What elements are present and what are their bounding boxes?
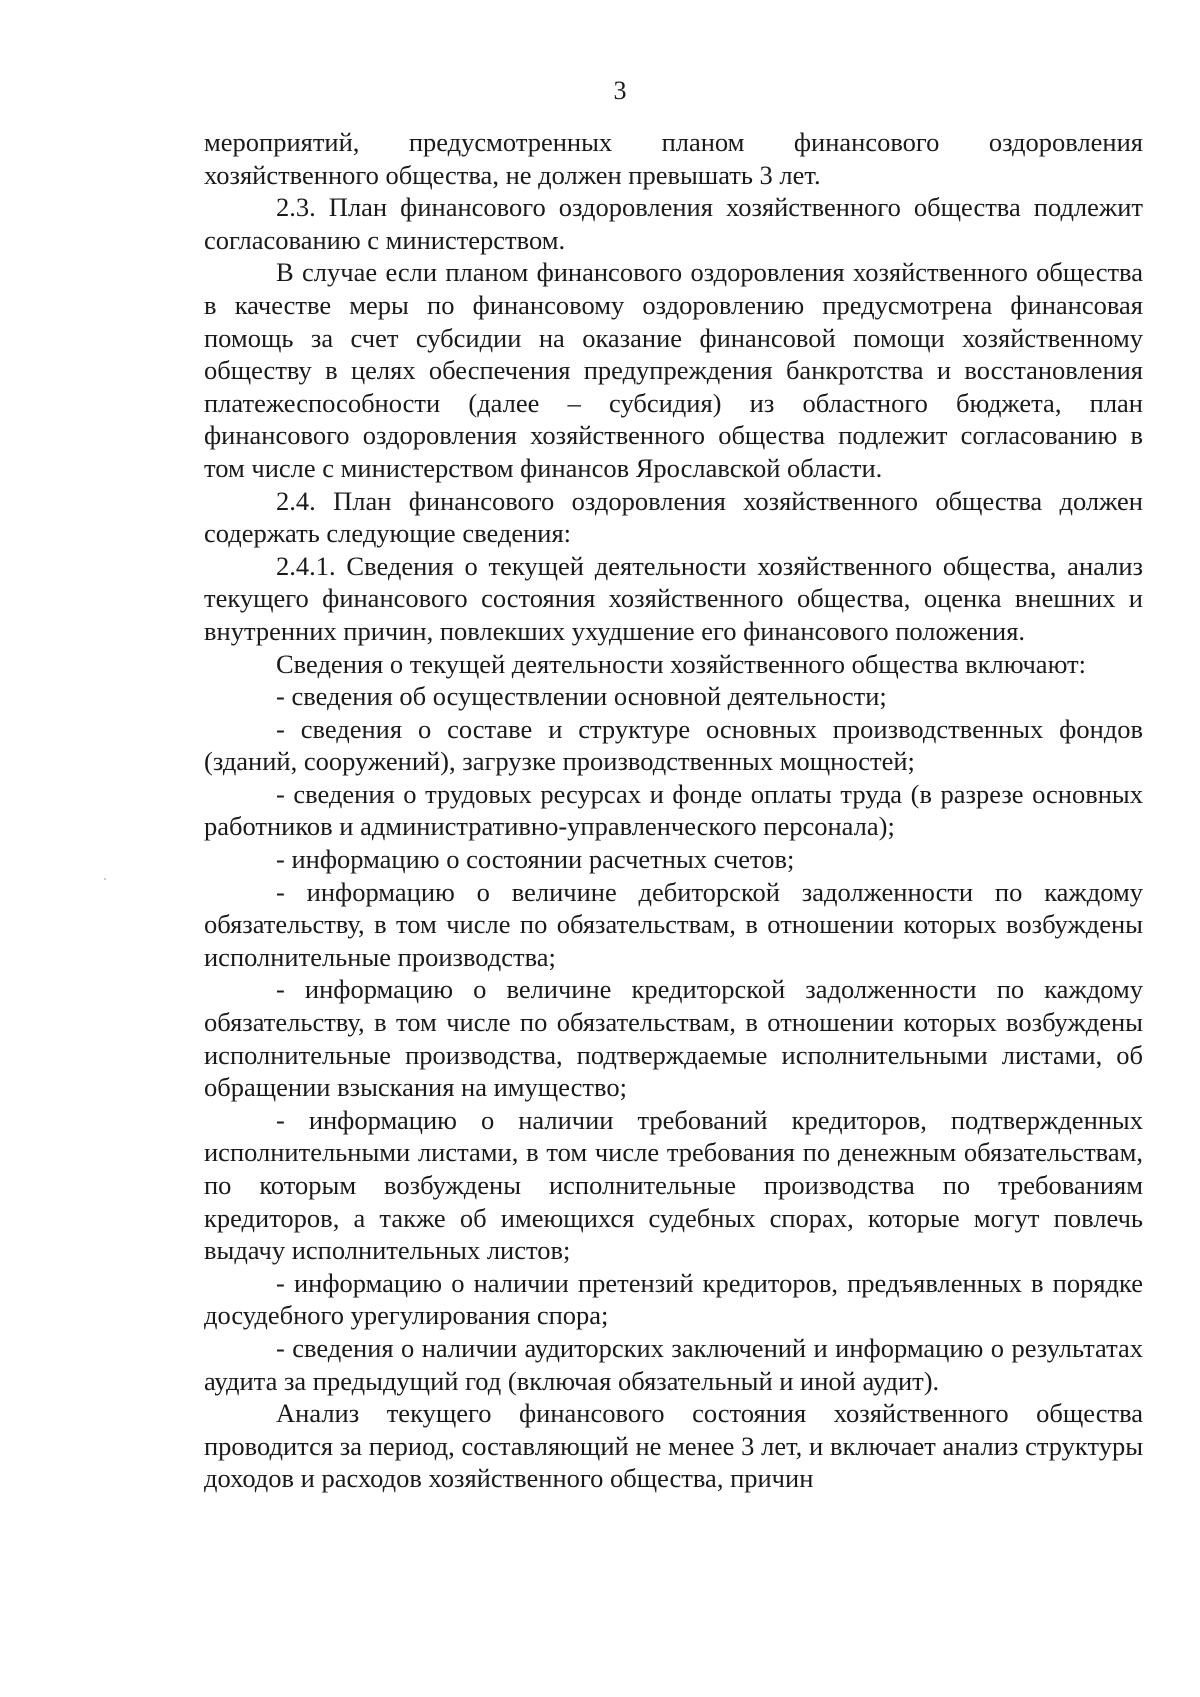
list-item-8: - информацию о наличии претензий кредиторов, предъявленных в порядке досудебного урегулирования спора; <box>204 1267 1143 1331</box>
list-item-9: - сведения о наличии аудиторских заключений и информацию о результатах аудита за предыдущий год (включая обязательный и иной аудит). <box>204 1332 1143 1396</box>
paragraph-3: В случае если планом финансового оздоровления хозяйственного общества в качестве меры по финансовому оздоровлению предусмотрена финансовая помощь за счет субсидии на оказание финансовой помощи хозяйственному обществу в целях обеспечения предупреждения банкротства и восстановления платежеспособности (далее – субсидия) из областного бюджета, план финансового оздоровления хозяйственного общества подлежит согласованию в том числе с министерством финансов Ярославской области. <box>204 257 1143 483</box>
paragraph-5: 2.4.1. Сведения о текущей деятельности хозяйственного общества, анализ текущего финансового состояния хозяйственного общества, оценка внешних и внутренних причин, повлекших ухудшение его финансового положения. <box>204 550 1143 646</box>
document-body <box>204 126 1143 1495</box>
list-item-4: - информацию о состоянии расчетных счетов; <box>276 844 795 875</box>
list-item-1: - сведения об осуществлении основной деятельности; <box>276 681 887 712</box>
list-item-2: - сведения о составе и структуре основных производственных фондов (зданий, сооружений), загрузке производственных мощностей; <box>204 713 1143 777</box>
list-item-6: - информацию о величине кредиторской задолженности по каждому обязательству, в том числе по обязательствам, в отношении которых возбуждены исполнительные производства, подтверждаемые исполнительными листами, об обращении взыскания на имущество; <box>204 974 1143 1103</box>
list-item-7: - информацию о наличии требований кредиторов, подтвержденных исполнительными листами, в том числе требования по денежным обязательствам, по которым возбуждены исполнительные производства по требованиям кредиторов, а также об имеющихся судебных спорах, которые могут повлечь выдачу исполнительных листов; <box>204 1104 1143 1266</box>
list-item-5: - информацию о величине дебиторской задолженности по каждому обязательству, в том числе по обязательствам, в отношении которых возбуждены исполнительные производства; <box>204 876 1143 972</box>
list-item-3: - сведения о трудовых ресурсах и фонде оплаты труда (в разрезе основных работников и административно-управленческого персонала); <box>204 778 1143 842</box>
paragraph-1: мероприятий, предусмотренных планом финансового оздоровления хозяйственного общества, не должен превышать 3 лет. <box>204 127 1143 190</box>
scan-speck <box>104 878 106 880</box>
paragraph-7: Анализ текущего финансового состояния хозяйственного общества проводится за период, составляющий не менее 3 лет, и включает анализ структуры доходов и расходов хозяйственного общества, причин <box>204 1398 1143 1494</box>
paragraph-6: Сведения о текущей деятельности хозяйственного общества включают: <box>276 648 1086 679</box>
paragraph-2: 2.3. План финансового оздоровления хозяйственного общества подлежит согласованию с министерством. <box>204 192 1143 255</box>
paragraph-4: 2.4. План финансового оздоровления хозяйственного общества должен содержать следующие сведения: <box>204 485 1143 549</box>
page-number: 3 <box>613 76 627 105</box>
